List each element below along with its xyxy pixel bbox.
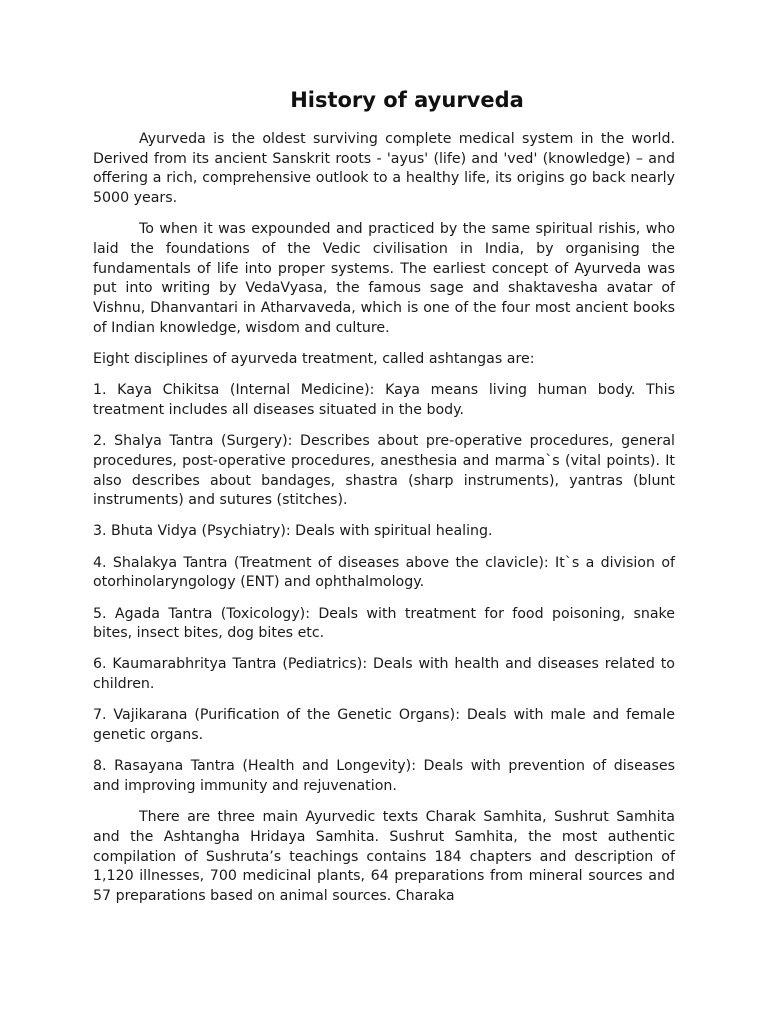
disciplines-intro: Eight disciplines of ayurveda treatment, called ashtangas are: <box>93 351 535 368</box>
discipline-item-8: 8. Rasayana Tantra (Health and Longevity): Deals with prevention of diseases and improving immunity and rejuvenation. <box>93 758 675 794</box>
discipline-item-3: 3. Bhuta Vidya (Psychiatry): Deals with spiritual healing. <box>93 523 493 540</box>
closing-paragraph: There are three main Ayurvedic texts Charak Samhita, Sushrut Samhita and the Ashtangha Hridaya Samhita. Sushrut Samhita, the most authentic compilation of Sushruta’s teachings contains 184 chapters and description of 1,120 illnesses, 700 medicinal plants, 64 preparations from mineral sources and 57 preparations based on animal sources. Charaka <box>93 809 675 904</box>
intro-paragraph-2: To when it was expounded and practiced by the same spiritual rishis, who laid the foundations of the Vedic civilisation in India, by organising the fundamentals of life into proper systems. The earliest concept of Ayurveda was put into writing by VedaVyasa, the famous sage and shaktavesha avatar of Vishnu, Dhanvantari in Atharvaveda, which is one of the four most ancient books of Indian knowledge, wisdom and culture. <box>93 221 675 336</box>
discipline-item-2: 2. Shalya Tantra (Surgery): Describes about pre-operative procedures, general procedures, post-operative procedures, anesthesia and marma`s (vital points). It also describes about bandages, shastra (sharp instruments), yantras (blunt instruments) and sutures (stitches). <box>93 433 675 509</box>
page-title: History of ayurveda <box>290 88 524 112</box>
discipline-item-6: 6. Kaumarabhritya Tantra (Pediatrics): Deals with health and diseases related to children. <box>93 656 675 693</box>
discipline-item-4: 4. Shalakya Tantra (Treatment of diseases above the clavicle): It`s a division of otorhinolaryngology (ENT) and ophthalmology. <box>93 554 675 591</box>
discipline-item-7: 7. Vajikarana (Purification of the Genetic Organs): Deals with male and female genetic organs. <box>93 707 675 744</box>
document-body <box>93 86 675 918</box>
intro-paragraph-1: Ayurveda is the oldest surviving complete medical system in the world. Derived from its ancient Sanskrit roots - 'ayus' (life) and 'ved' (knowledge) – and offering a rich, comprehensive outlook to a healthy life, its origins go back nearly 5000 years. <box>93 131 675 207</box>
discipline-item-1: 1. Kaya Chikitsa (Internal Medicine): Kaya means living human body. This treatment includes all diseases situated in the body. <box>93 382 675 418</box>
discipline-item-5: 5. Agada Tantra (Toxicology): Deals with treatment for food poisoning, snake bites, insect bites, dog bites etc. <box>93 605 675 642</box>
